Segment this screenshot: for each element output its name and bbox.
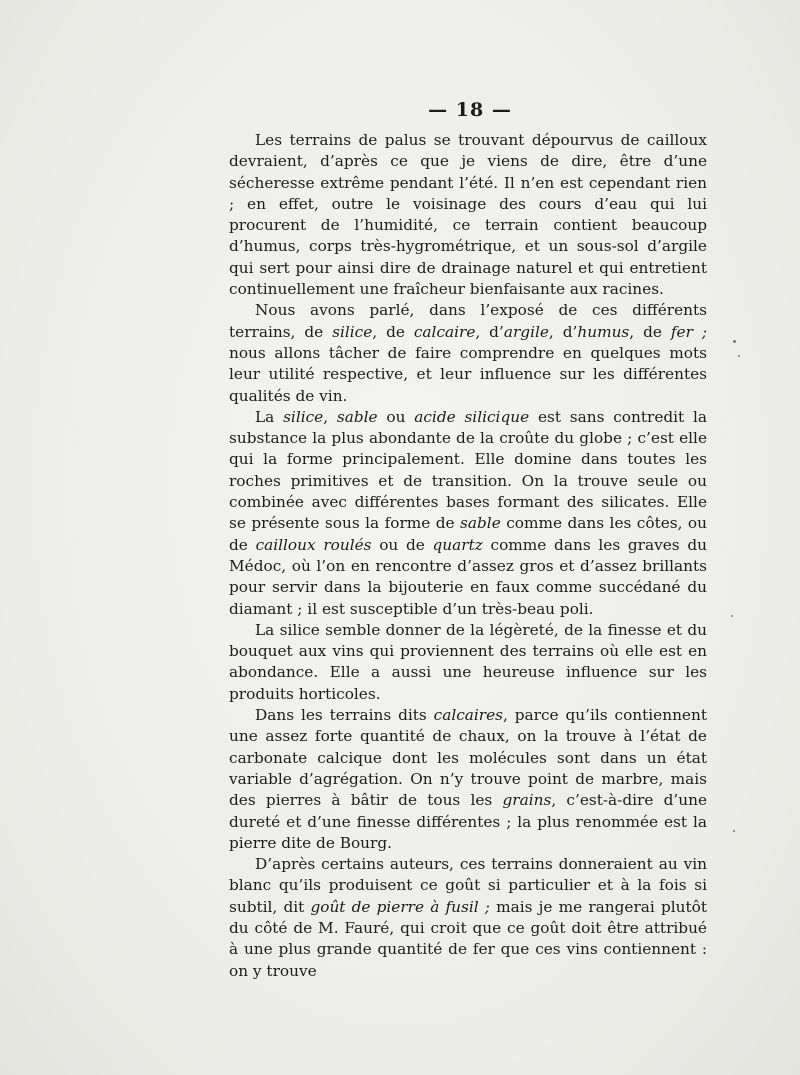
text-run: ou: [377, 407, 415, 426]
text-run: Les terrains de palus se trouvant dépourvus de cailloux devraient, d’après ce que je viens de dire, être d’une sécheresse extrême pendant l’été. Il n’en est cependant rien ; en effet, outre le voisinage des cours d’eau qui lui procurent de l’humidité, ce terrain contient beaucoup d’humus, corps très-hygrométrique, et un sous-sol d’argile qui sert pour ainsi dire de drainage naturel et qui entretient continuellement une fraîcheur bienfaisante aux racines.: [229, 131, 707, 299]
text-run: est sans contredit la substance la plus abondante de la croûte du globe ; c’est elle qui la forme principalement. Elle domine dans toutes les roches primitives et de transition. On la trouve seule ou combinée avec différentes bases formant des silicates. Elle se présente sous la forme de: [229, 407, 708, 533]
text-run: , de: [629, 322, 671, 341]
paragraph: [229, 130, 707, 300]
italic-term: acide silicique: [414, 407, 530, 426]
italic-term: goût de pierre à fusil ;: [310, 897, 490, 916]
text-run: , d’: [475, 322, 504, 341]
paragraph: [229, 854, 707, 982]
italic-term: argile: [503, 322, 549, 341]
text-run: , d’: [548, 322, 578, 341]
paragraph: [229, 407, 707, 620]
italic-term: cailloux roulés: [255, 535, 372, 554]
italic-term: sable: [460, 514, 501, 533]
text-run: , de: [372, 322, 414, 341]
text-run: nous allons tâcher de faire comprendre en quelques mots leur utilité respective, et leur influence sur les différentes qualités de vin.: [229, 343, 707, 405]
italic-term: humus: [577, 322, 630, 341]
italic-term: grains: [502, 791, 552, 810]
italic-term: sable: [336, 407, 378, 426]
body-text: [229, 130, 707, 982]
text-run: Dans les terrains dits: [255, 706, 434, 725]
italic-term: fer ;: [670, 322, 707, 341]
italic-term: quartz: [432, 535, 483, 554]
text-run: D’après certains auteurs, ces terrains donneraient au vin blanc qu’ils produisent ce goût si particulier et à la fois si subtil, dit: [229, 855, 707, 916]
page-number: — 18 —: [428, 99, 512, 121]
paragraph: [229, 620, 707, 705]
paper-speck: [738, 355, 740, 357]
paper-speck: [733, 830, 735, 832]
italic-term: silice: [332, 322, 373, 341]
text-run: , parce qu’ils contiennent une assez forte quantité de chaux, on la trouve à l’état de carbonate calcique dont les molécules sont dans un état variable d’agrégation. On n’y trouve point de marbre, mais des pierres à bâtir de tous les: [229, 706, 707, 810]
text-run: La silice semble donner de la légèreté, de la finesse et du bouquet aux vins qui proviennent des terrains où elle est en abondance. Elle a aussi une heureuse influence sur les produits horticoles.: [229, 620, 707, 703]
italic-term: calcaire: [413, 322, 476, 341]
text-run: Nous avons parlé, dans l’exposé de ces différents terrains, de: [229, 301, 707, 341]
text-run: comme dans les graves du Médoc, où l’on en rencontre d’assez gros et d’assez brillants pour servir dans la bijouterie en faux comme succédané du diamant ; il est susceptible d’un très-beau poli.: [229, 535, 707, 618]
text-run: , c’est-à-dire d’une dureté et d’une finesse différentes ; la plus renommée est la pierre dite de Bourg.: [229, 791, 707, 852]
italic-term: calcaires: [433, 706, 504, 725]
text-run: comme dans les côtes, ou de: [229, 514, 707, 554]
text-run: ,: [323, 407, 337, 426]
text-run: ou de: [371, 535, 433, 554]
italic-term: silice: [283, 407, 324, 426]
text-run: La: [255, 407, 284, 426]
text-run: mais je me rangerai plutôt du côté de M. Fauré, qui croit que ce goût doit être attribué à une plus grande quantité de fer que ces vins contiennent : on y trouve: [229, 897, 707, 980]
paragraph: [229, 705, 707, 854]
paper-speck: [731, 615, 733, 617]
paper-speck: [733, 340, 736, 343]
paragraph: [229, 300, 707, 406]
